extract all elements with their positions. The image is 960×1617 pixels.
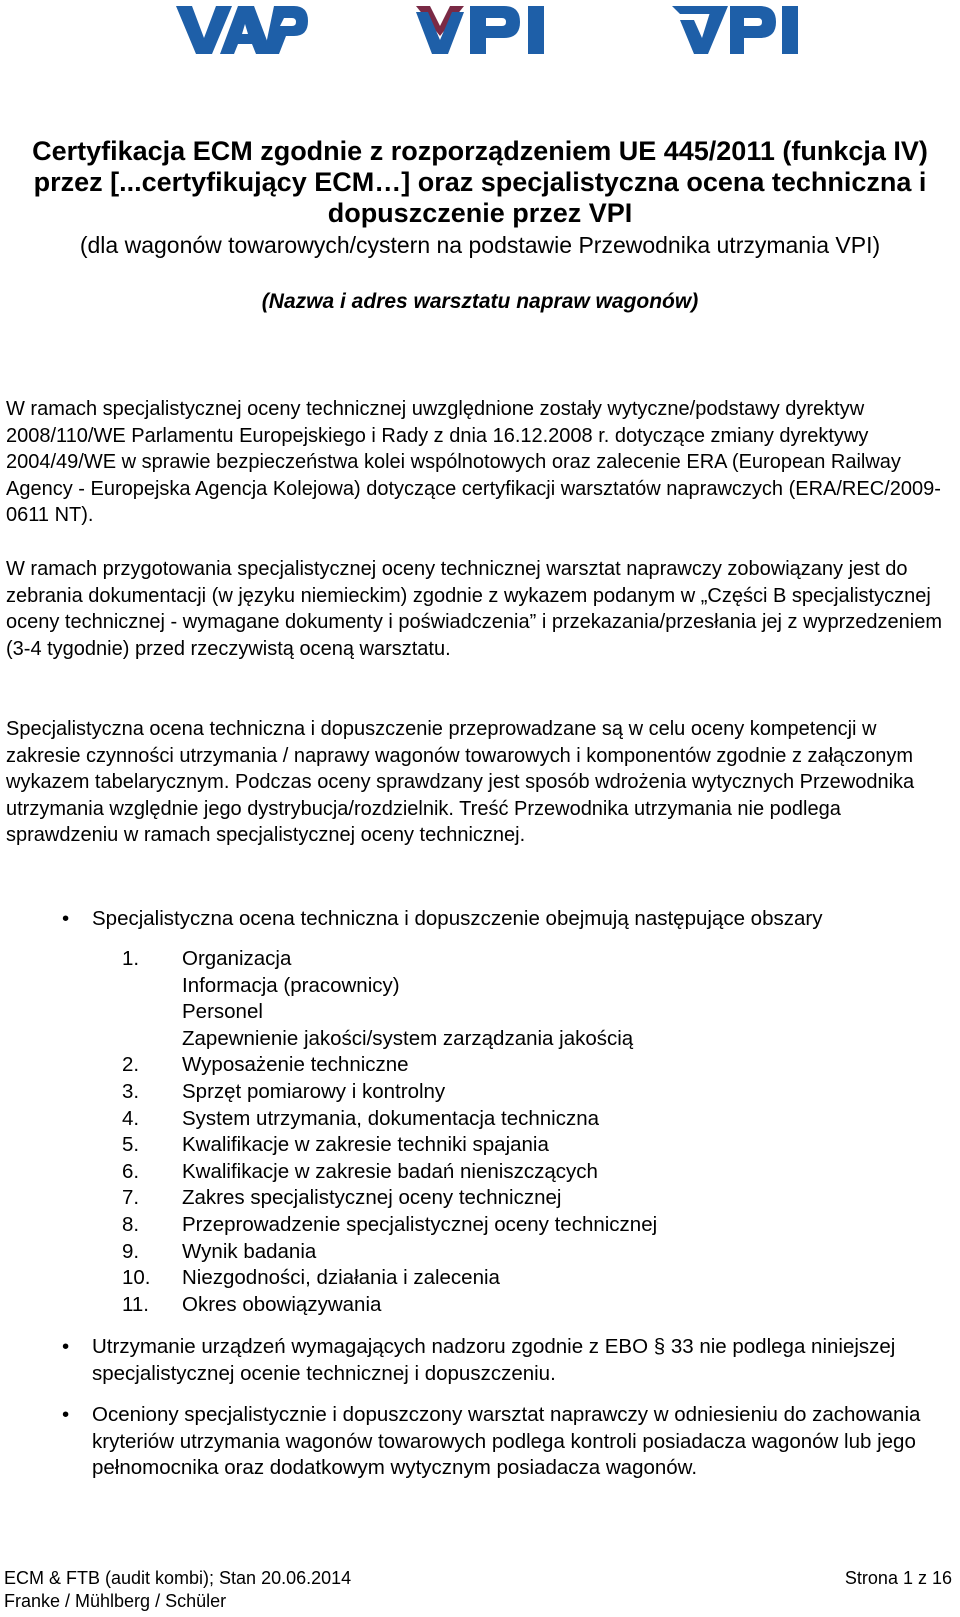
list-number: 5. [122, 1133, 140, 1157]
vap-logo [176, 6, 308, 56]
list-number: 3. [122, 1079, 140, 1103]
list-item [122, 1132, 922, 1159]
document-title [10, 136, 950, 229]
list-number: 9. [122, 1239, 140, 1263]
list-item [122, 1185, 922, 1212]
list-item [122, 1052, 922, 1079]
list-number: 8. [122, 1212, 140, 1236]
title-line: Certyfikacja ECM zgodnie z rozporządzeniem UE 445/2011 (funkcja IV) [32, 136, 928, 166]
list-number: 7. [122, 1186, 140, 1210]
paragraph-preparation: W ramach przygotowania specjalistycznej oceny technicznej warsztat naprawczy zobowiązany jest do zebrania dokumentacji (w języku niemieckim) zgodnie z wykazem podanym w „Części B specjalistycznej oceny technicznej - wymagane dokumenty i poświadczenia” i przekazania/przesłania jej z wyprzedzeniem (3-4 tygodnie) przed rzeczywistą oceną warsztatu. [6, 558, 943, 660]
paragraph-legal-basis: W ramach specjalistycznej oceny technicznej uwzględnione zostały wytyczne/podstawy dyrektyw 2008/110/WE Parlamentu Europejskiego i Rady z dnia 16.12.2008 r. dotyczące zmiany dyrektywy 2004/49/WE w sprawie bezpieczeństwa kolei wspólnotowych oraz zalecenie ERA (European Railway Agency - Europejska Agencja Kolejowa) dotyczące certyfikacji warsztatów naprawczych (ERA/REC/2009-0611 NT). [6, 398, 941, 527]
title-line: przez [...certyfikujący ECM…] oraz specjalistyczna ocena techniczna i [33, 167, 927, 197]
list-text: Niezgodności, działania i zalecenia [182, 1266, 500, 1290]
vpi-logo [416, 6, 556, 56]
assessment-areas-list [122, 946, 922, 1318]
list-item [122, 1159, 922, 1186]
list-text: Kwalifikacje w zakresie badań nieniszczących [182, 1159, 598, 1183]
bullet-text: Oceniony specjalistycznie i dopuszczony warsztat naprawczy w odniesieniu do zachowania kryteriów utrzymania wagonów towarowych podlega kontroli posiadacza wagonów lub jego pełnomocnika oraz dodatkowym wytycznym posiadacza wagonów. [92, 1403, 921, 1480]
workshop-name-placeholder: (Nazwa i adres warsztatu napraw wagonów) [261, 290, 699, 313]
title-line: dopuszczenie przez VPI [327, 198, 633, 228]
list-item [122, 1079, 922, 1106]
bullet-text: Utrzymanie urządzeń wymagających nadzoru zgodnie z EBO § 33 nie podlega niniejszej specjalistycznej ocenie technicznej i dopuszczeniu. [92, 1335, 896, 1385]
list-number: 1. [122, 947, 140, 970]
list-number: 6. [122, 1159, 140, 1183]
list-text: Okres obowiązywania [182, 1292, 382, 1316]
list-item [122, 973, 922, 1000]
list-text: Wyposażenie techniczne [182, 1053, 409, 1077]
vpi-logo [672, 6, 802, 56]
bullet-icon: • [62, 907, 70, 930]
list-text: Sprzęt pomiarowy i kontrolny [182, 1079, 446, 1103]
footer-line [4, 1590, 952, 1612]
list-number: 10. [122, 1266, 151, 1290]
list-text: System utrzymania, dokumentacja techniczna [182, 1106, 600, 1130]
footer-version: ECM & FTB (audit kombi); Stan 20.06.2014 [4, 1568, 352, 1588]
list-item [122, 1239, 922, 1266]
page-number: Strona 1 z 16 [844, 1568, 952, 1588]
header-logos [0, 6, 960, 56]
list-item [122, 1212, 922, 1239]
list-text: Przeprowadzenie specjalistycznej oceny technicznej [182, 1212, 658, 1236]
list-number: 11. [122, 1292, 149, 1316]
footer-line [4, 1567, 952, 1589]
list-item [122, 1026, 922, 1053]
bullet-text: Specjalistyczna ocena techniczna i dopuszczenie obejmują następujące obszary [92, 907, 823, 930]
list-item [122, 1265, 922, 1292]
list-text: Zakres specjalistycznej oceny technicznej [182, 1186, 562, 1210]
footer-authors: Franke / Mühlberg / Schüler [4, 1591, 227, 1611]
list-item [122, 1292, 922, 1319]
bullet-icon: • [62, 1335, 70, 1358]
list-text: Informacja (pracownicy) [182, 973, 400, 997]
list-item [122, 946, 922, 973]
list-text: Personel [182, 1000, 263, 1024]
list-text: Kwalifikacje w zakresie techniki spajania [182, 1133, 549, 1157]
list-item [122, 1106, 922, 1133]
document-subtitle: (dla wagonów towarowych/cystern na podstawie Przewodnika utrzymania VPI) [79, 232, 881, 258]
list-number: 2. [122, 1053, 140, 1077]
list-text: Zapewnienie jakości/system zarządzania jakością [182, 1026, 634, 1050]
bullet-icon: • [62, 1403, 70, 1426]
list-text: Organizacja [182, 947, 292, 970]
list-item [122, 999, 922, 1026]
list-text: Wynik badania [182, 1239, 317, 1263]
list-number: 4. [122, 1106, 140, 1130]
paragraph-purpose: Specjalistyczna ocena techniczna i dopuszczenie przeprowadzane są w celu oceny kompetencji w zakresie czynności utrzymania / naprawy wagonów towarowych i komponentów zgodnie z załączonym wykazem tabelarycznym. Podczas oceny sprawdzany jest sposób wdrożenia wytycznych Przewodnika utrzymania względnie jego dystrybucja/rozdzielnik. Treść Przewodnika utrzymania nie podlega sprawdzeniu w ramach specjalistycznej oceny technicznej. [6, 718, 915, 847]
